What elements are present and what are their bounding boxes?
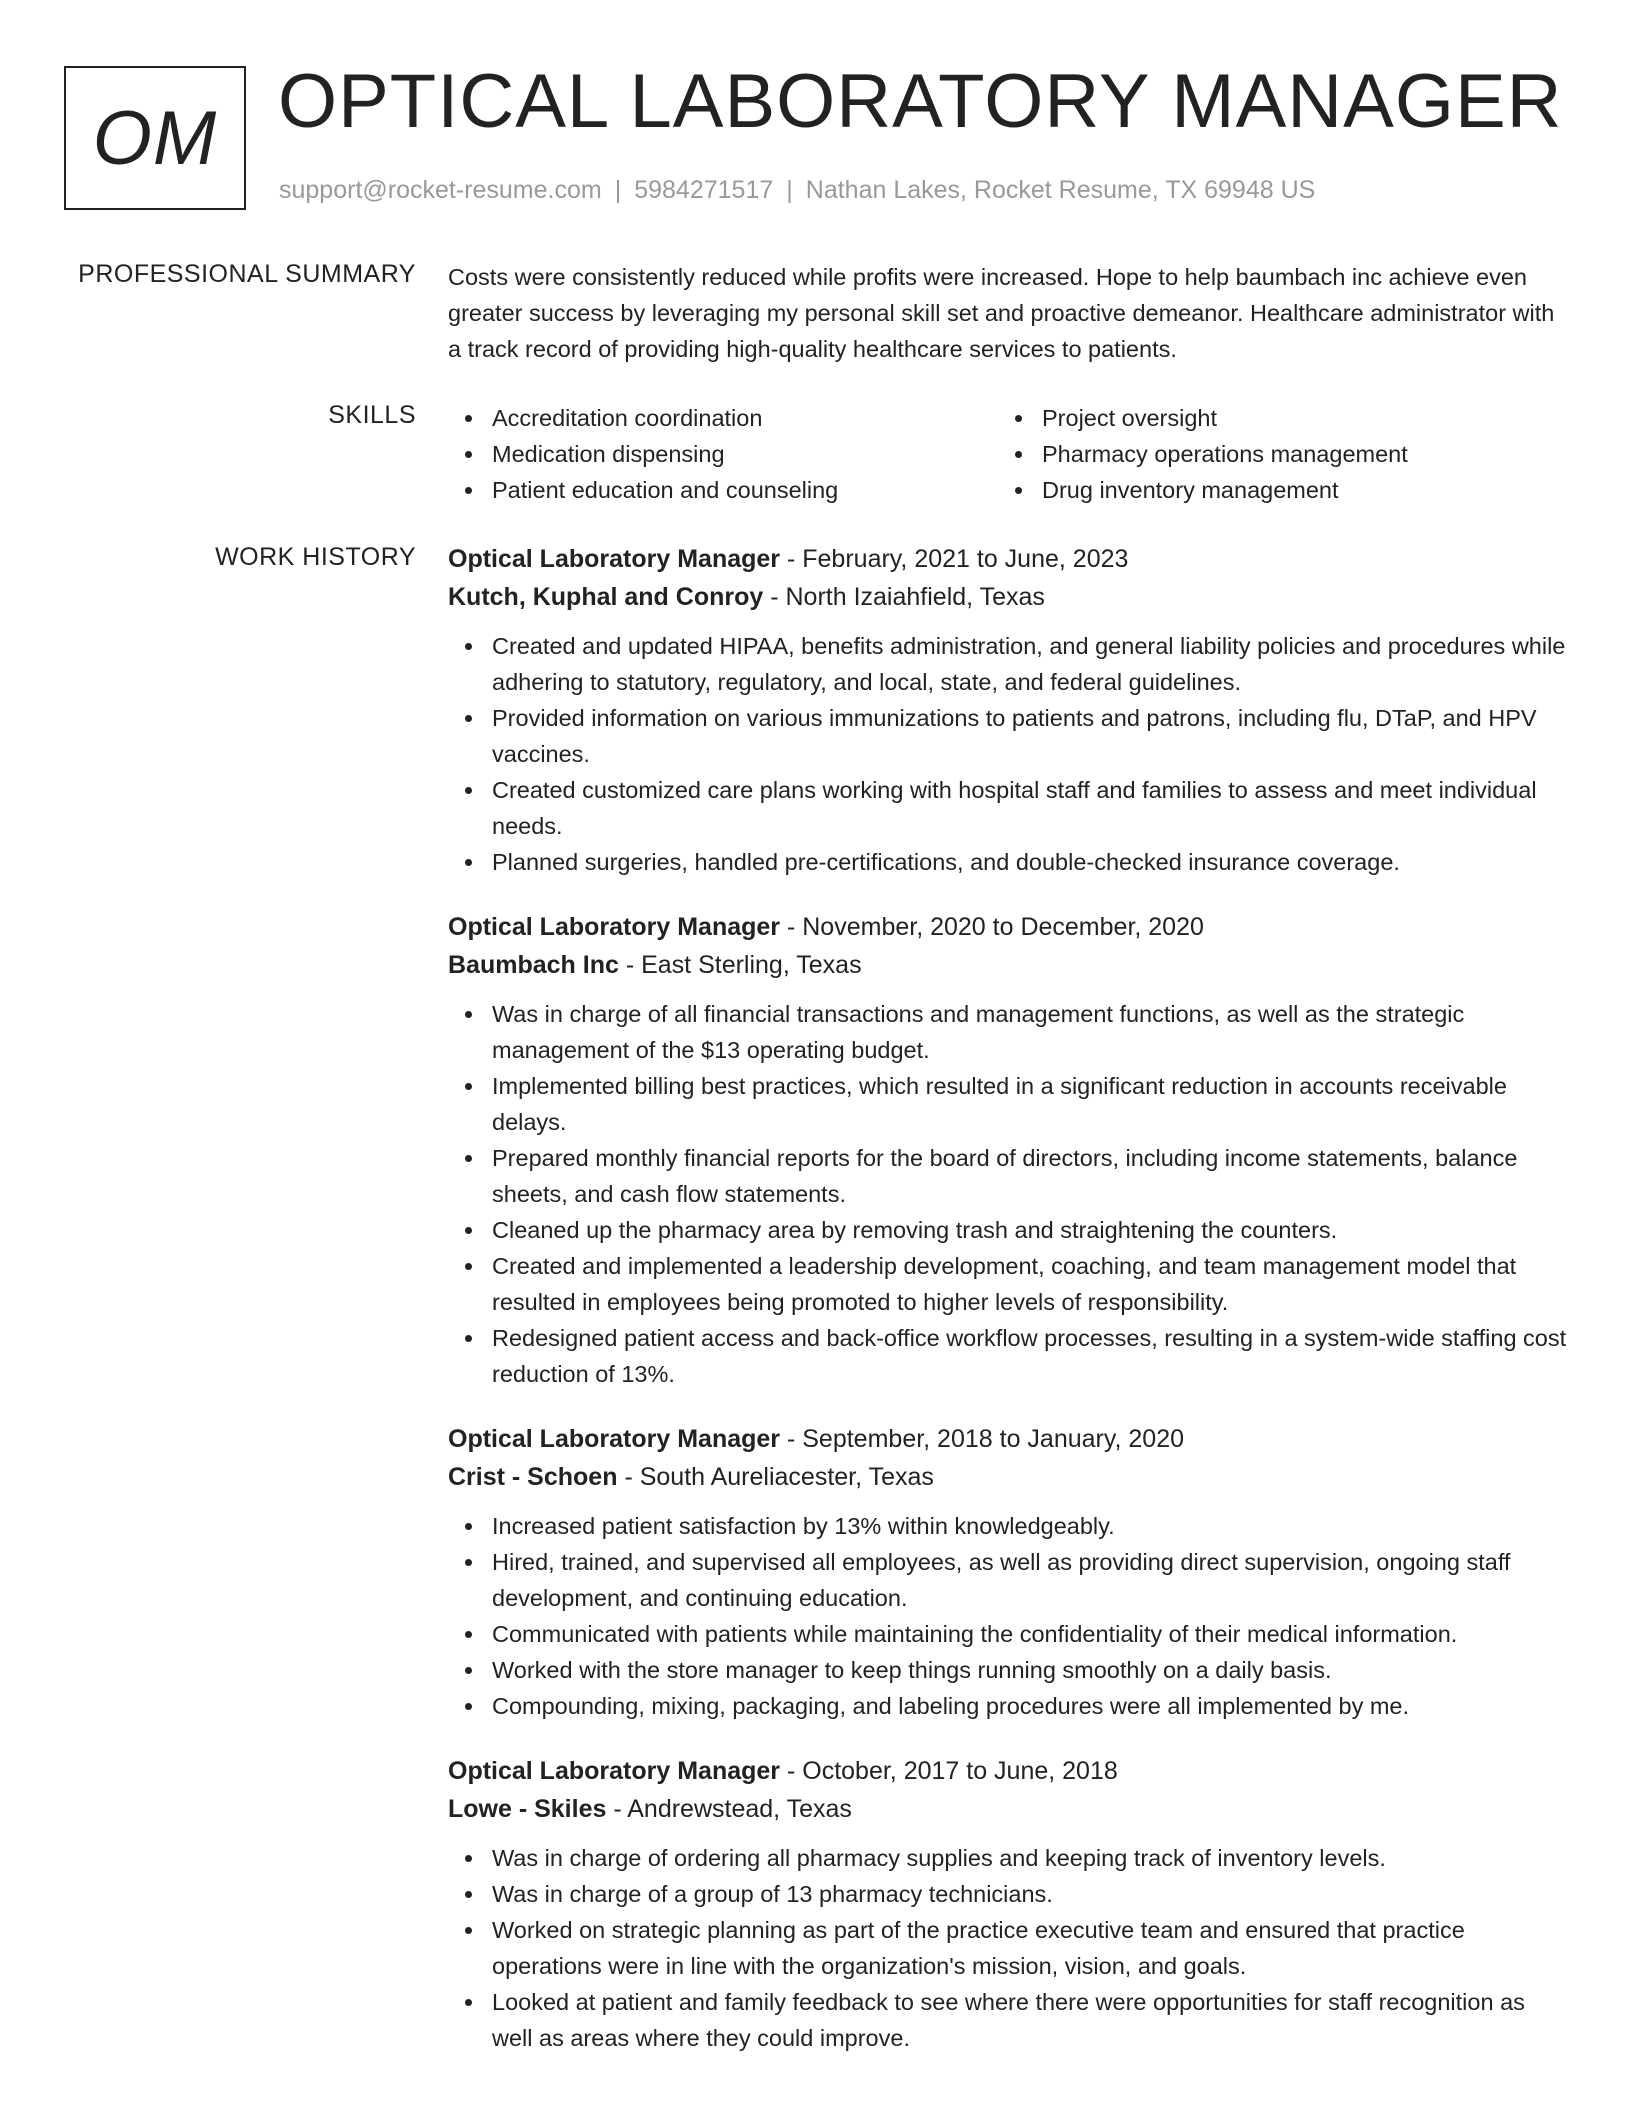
- skills-column-right: [998, 400, 1548, 508]
- job-bullet: Looked at patient and family feedback to see where there were opportunities for staff recognition as well as areas where they could improve.: [448, 1984, 1568, 2056]
- job-dates: - October, 2017 to June, 2018: [786, 1757, 1118, 1785]
- job-entry: [448, 540, 1568, 880]
- job-bullet: Created and updated HIPAA, benefits administration, and general liability policies and procedures while adhering to statutory, regulatory, and local, state, and federal guidelines.: [448, 628, 1568, 700]
- job-bullets: [448, 1508, 1568, 1724]
- summary-label: PROFESSIONAL SUMMARY: [78, 260, 416, 288]
- page-title: OPTICAL LABORATORY MANAGER: [278, 59, 1563, 144]
- skill-item: Patient education and counseling: [448, 472, 998, 508]
- job-bullet: Was in charge of ordering all pharmacy supplies and keeping track of inventory levels.: [448, 1840, 1568, 1876]
- skills-list: [448, 400, 1568, 508]
- job-location: - South Aureliacester, Texas: [624, 1463, 934, 1491]
- contact-phone: 5984271517: [634, 176, 774, 204]
- job-title: Optical Laboratory Manager: [448, 1757, 781, 1785]
- job-bullet: Provided information on various immunizations to patients and patrons, including flu, DTaP, and HPV vaccines.: [448, 700, 1568, 772]
- job-title: Optical Laboratory Manager: [448, 913, 781, 941]
- skill-item: Accreditation coordination: [448, 400, 998, 436]
- skill-item: Drug inventory management: [998, 472, 1548, 508]
- skill-item: Project oversight: [998, 400, 1548, 436]
- job-title: Optical Laboratory Manager: [448, 545, 781, 573]
- contact-line: [279, 176, 1315, 205]
- job-location: - East Sterling, Texas: [625, 951, 862, 979]
- contact-separator: |: [614, 176, 622, 204]
- job-bullet: Was in charge of all financial transactions and management functions, as well as the strategic management of the $13 operating budget.: [448, 996, 1568, 1068]
- work-history-list: [448, 540, 1568, 2084]
- contact-separator: |: [786, 176, 793, 204]
- job-title-line: [448, 1752, 1568, 1790]
- job-bullets: [448, 628, 1568, 880]
- job-title-line: [448, 908, 1568, 946]
- job-bullet: Hired, trained, and supervised all employees, as well as providing direct supervision, ongoing staff development, and continuing education.: [448, 1544, 1568, 1616]
- job-bullets: [448, 996, 1568, 1392]
- job-company-line: [448, 1790, 1568, 1828]
- skills-label: SKILLS: [328, 401, 416, 429]
- job-entry: [448, 1420, 1568, 1724]
- job-bullet: Created customized care plans working with hospital staff and families to assess and meet individual needs.: [448, 772, 1568, 844]
- job-dates: - February, 2021 to June, 2023: [786, 545, 1129, 573]
- job-bullet: Worked on strategic planning as part of the practice executive team and ensured that practice operations were in line with the organization's mission, vision, and goals.: [448, 1912, 1568, 1984]
- job-company: Kutch, Kuphal and Conroy: [448, 583, 764, 611]
- skill-item: Pharmacy operations management: [998, 436, 1548, 472]
- job-bullet: Communicated with patients while maintaining the confidentiality of their medical information.: [448, 1616, 1568, 1652]
- job-title: Optical Laboratory Manager: [448, 1425, 781, 1453]
- job-company-line: [448, 578, 1568, 616]
- job-bullet: Cleaned up the pharmacy area by removing trash and straightening the counters.: [448, 1212, 1568, 1248]
- job-bullets: [448, 1840, 1568, 2056]
- monogram: OM: [64, 66, 246, 210]
- job-entry: [448, 908, 1568, 1392]
- job-company: Crist - Schoen: [448, 1463, 618, 1491]
- summary-text: Costs were consistently reduced while profits were increased. Hope to help baumbach inc achieve even greater success by leveraging my personal skill set and proactive demeanor. Healthcare administrator with a track record of providing high-quality healthcare services to patients.: [448, 264, 1555, 362]
- job-bullet: Created and implemented a leadership development, coaching, and team management model that resulted in employees being promoted to higher levels of responsibility.: [448, 1248, 1568, 1320]
- job-bullet: Compounding, mixing, packaging, and labeling procedures were all implemented by me.: [448, 1688, 1568, 1724]
- job-bullet: Worked with the store manager to keep things running smoothly on a daily basis.: [448, 1652, 1568, 1688]
- job-company-line: [448, 946, 1568, 984]
- job-dates: - September, 2018 to January, 2020: [786, 1425, 1185, 1453]
- job-location: - Andrewstead, Texas: [613, 1795, 852, 1823]
- job-company-line: [448, 1458, 1568, 1496]
- job-title-line: [448, 540, 1568, 578]
- job-bullet: Was in charge of a group of 13 pharmacy technicians.: [448, 1876, 1568, 1912]
- job-title-line: [448, 1420, 1568, 1458]
- job-company: Lowe - Skiles: [448, 1795, 607, 1823]
- job-bullet: Prepared monthly financial reports for the board of directors, including income statements, balance sheets, and cash flow statements.: [448, 1140, 1568, 1212]
- job-bullet: Planned surgeries, handled pre-certifications, and double-checked insurance coverage.: [448, 844, 1568, 880]
- contact-email: support@rocket-resume.com: [279, 176, 602, 204]
- skill-item: Medication dispensing: [448, 436, 998, 472]
- job-bullet: Increased patient satisfaction by 13% within knowledgeably.: [448, 1508, 1568, 1544]
- job-location: - North Izaiahfield, Texas: [770, 583, 1045, 611]
- job-bullet: Implemented billing best practices, which resulted in a significant reduction in accounts receivable delays.: [448, 1068, 1568, 1140]
- work-history-label: WORK HISTORY: [215, 543, 416, 571]
- job-dates: - November, 2020 to December, 2020: [786, 913, 1204, 941]
- job-entry: [448, 1752, 1568, 2056]
- skills-column-left: [448, 400, 998, 508]
- contact-address: Nathan Lakes, Rocket Resume, TX 69948 US: [805, 176, 1316, 204]
- job-bullet: Redesigned patient access and back-office workflow processes, resulting in a system-wide staffing cost reduction of 13%.: [448, 1320, 1568, 1392]
- job-company: Baumbach Inc: [448, 951, 619, 979]
